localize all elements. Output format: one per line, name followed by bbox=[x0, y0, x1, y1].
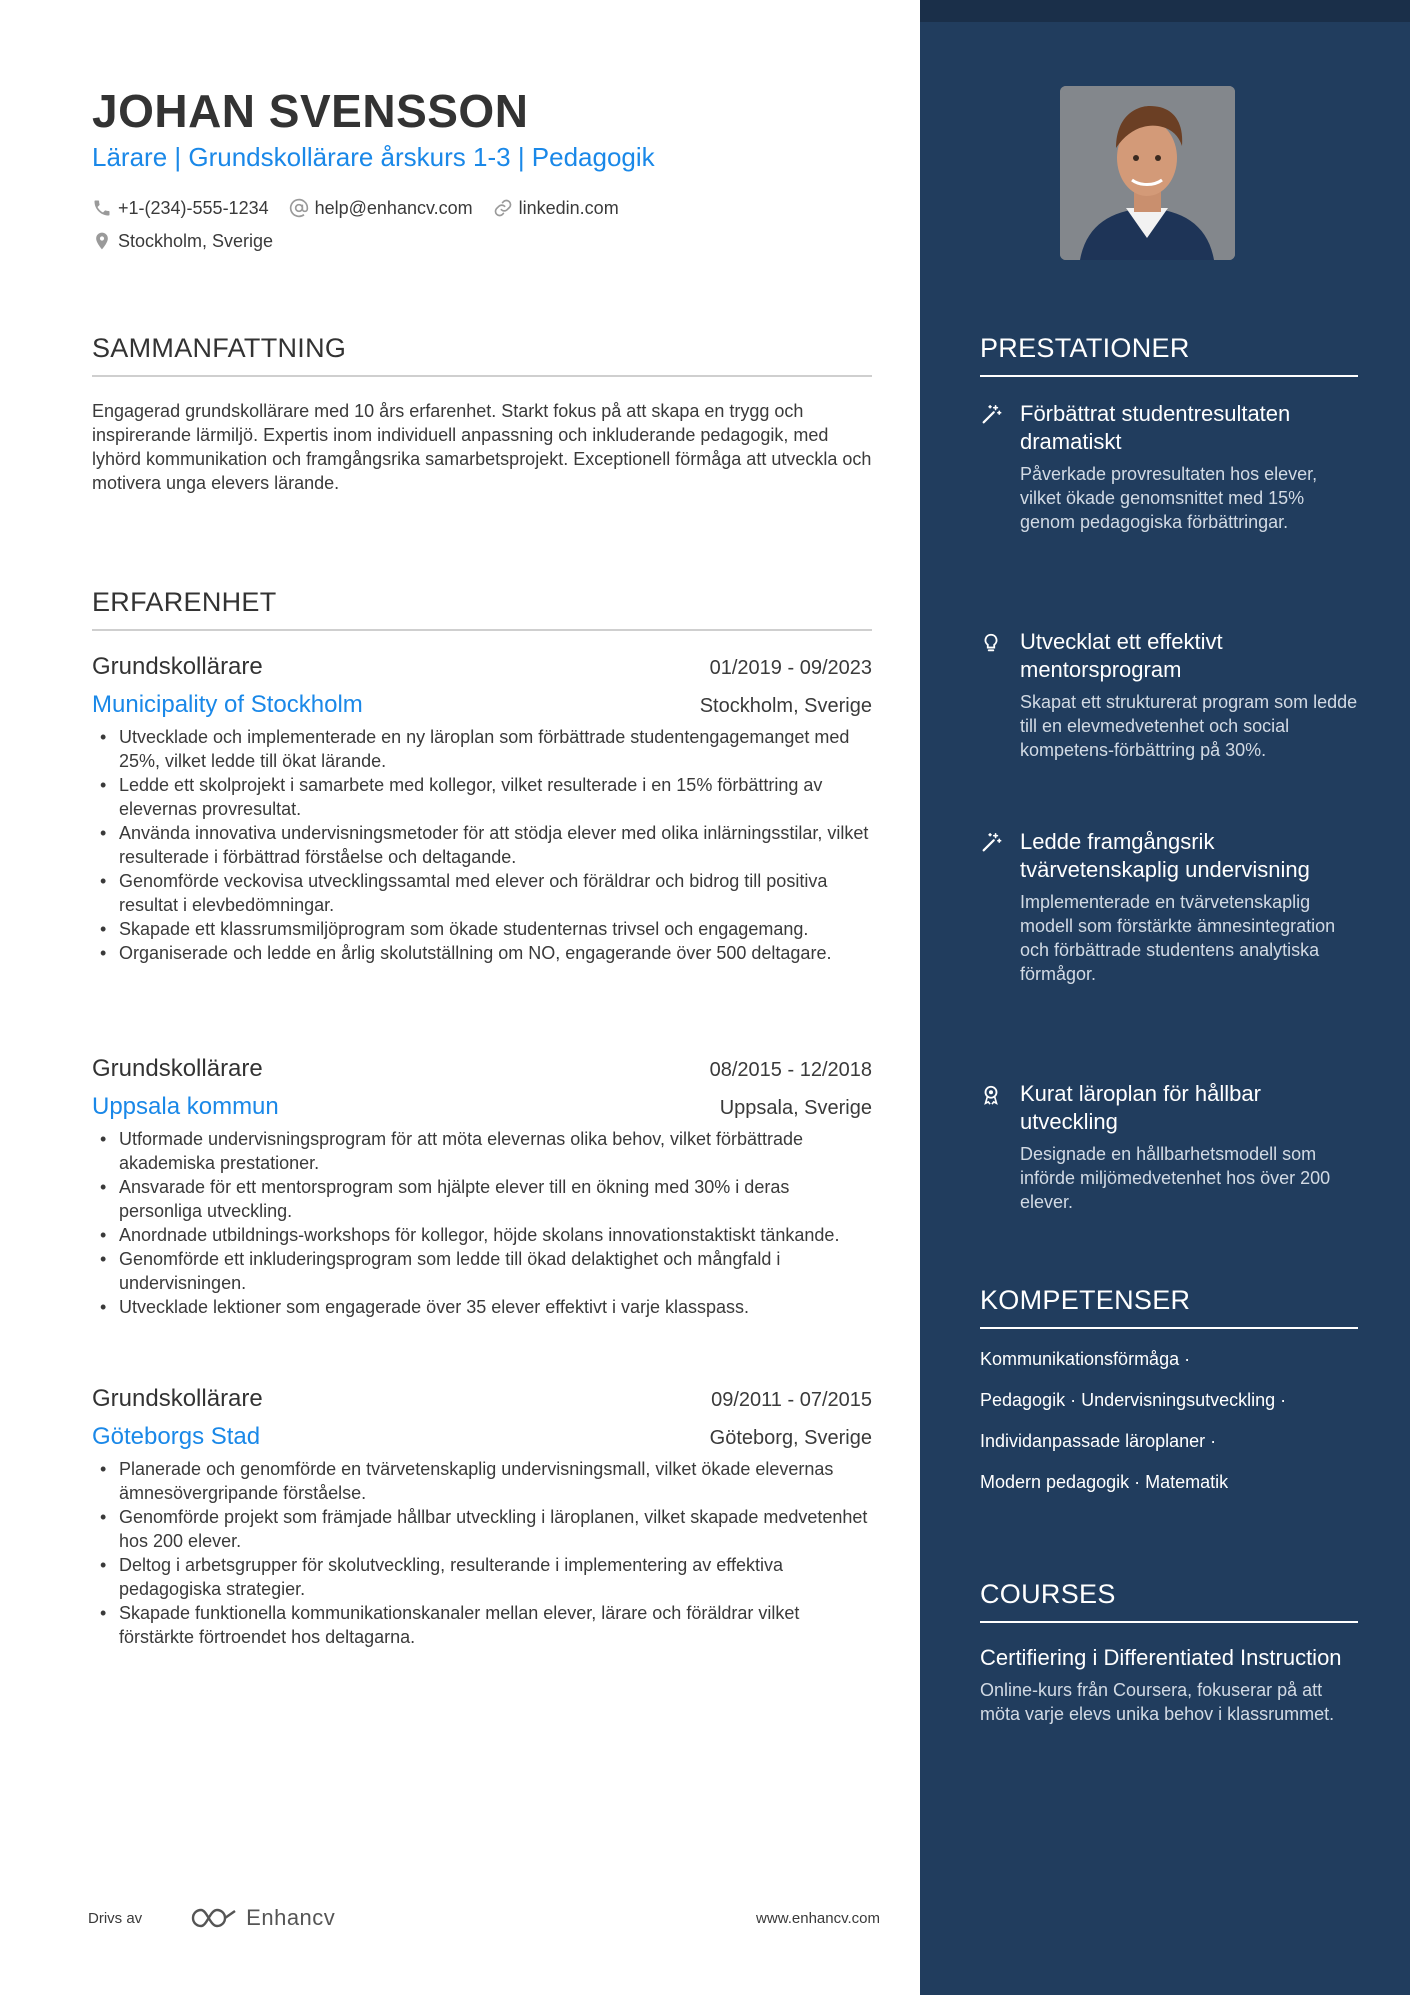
job-location: Göteborg, Sverige bbox=[709, 1427, 872, 1449]
achievement-desc: Designade en hållbarhetsmodell som införde miljömedvetenhet hos över 200 elever. bbox=[1020, 1144, 1331, 1212]
location-text: Stockholm, Sverige bbox=[118, 230, 274, 251]
job-bullet: • Skapade funktionella kommunikationskanaler mellan elever, lärare och föräldrar vilket förstärkte förtroendet hos deltagarna. bbox=[92, 1601, 872, 1649]
job-bullet: • Använda innovativa undervisningsmetoder för att stödja elever med olika inlärningsstilar, vilket resulterade i förbättrad förståelse och deltagande. bbox=[92, 821, 872, 869]
job-bullet: • Ansvarade för ett mentorsprogram som hjälpte elever till en ökning med 30% i deras personliga utveckling. bbox=[92, 1175, 872, 1223]
profile-photo bbox=[1060, 86, 1235, 260]
achievement-desc: Implementerade en tvärvetenskaplig modell som förstärkte ämnesintegration och förbättrade studentens analytiska förmågor. bbox=[1020, 892, 1336, 984]
candidate-name: JOHAN SVENSSON bbox=[92, 85, 529, 137]
lightbulb-icon bbox=[980, 632, 1002, 654]
brand-logo[interactable] bbox=[190, 1905, 335, 1931]
job-entry bbox=[92, 1385, 872, 1649]
job-bullet: • Organiserade och ledde en årlig skolutställning om NO, engagerande över 500 deltagare. bbox=[92, 941, 872, 965]
job-company[interactable]: Uppsala kommun bbox=[92, 1093, 279, 1120]
job-bullet: • Genomförde ett inkluderingsprogram som ledde till ökad delaktighet och mångfald i undervisningen. bbox=[92, 1247, 872, 1295]
job-bullets bbox=[92, 1127, 872, 1319]
job-title: Grundskollärare bbox=[92, 653, 263, 680]
email-text: help@enhancv.com bbox=[314, 197, 473, 218]
job-company[interactable]: Göteborgs Stad bbox=[92, 1423, 261, 1450]
contact-phone[interactable] bbox=[92, 198, 269, 219]
summary-title: SAMMANFATTNING bbox=[92, 333, 872, 377]
job-bullet: • Ledde ett skolprojekt i samarbete med kollegor, vilket resulterade i en 15% förbättring av elevernas provresultat. bbox=[92, 773, 872, 821]
powered-by-text: Drivs av bbox=[88, 1909, 143, 1927]
skill-line: Individanpassade läroplaner · bbox=[980, 1431, 1217, 1451]
magic-wand-icon bbox=[980, 832, 1002, 854]
summary-section bbox=[92, 333, 872, 495]
linkedin-text: linkedin.com bbox=[518, 197, 619, 218]
courses-title: COURSES bbox=[980, 1579, 1358, 1623]
achievement-title: Förbättrat studentresultaten dramatiskt bbox=[1020, 401, 1291, 454]
job-location: Uppsala, Sverige bbox=[719, 1097, 872, 1119]
job-company[interactable]: Municipality of Stockholm bbox=[92, 691, 363, 718]
job-bullet: • Utformade undervisningsprogram för att möta elevernas olika behov, vilket förbättrade akademiska prestationer. bbox=[92, 1127, 872, 1175]
skills-title: KOMPETENSER bbox=[980, 1285, 1358, 1329]
course-desc: Online-kurs från Coursera, fokuserar på att möta varje elevs unika behov i klassrummet. bbox=[980, 1680, 1335, 1724]
job-title: Grundskollärare bbox=[92, 1055, 263, 1082]
footer bbox=[88, 1898, 880, 1938]
achievements-title: PRESTATIONER bbox=[980, 333, 1358, 377]
achievement-desc: Påverkade provresultaten hos elever, vilket ökade genomsnittet med 15% genom pedagogiska förbättringar. bbox=[1020, 464, 1318, 532]
course-title: Certifiering i Differentiated Instruction bbox=[980, 1645, 1342, 1670]
job-dates: 09/2011 - 07/2015 bbox=[711, 1389, 872, 1411]
brand-name: Enhancv bbox=[246, 1905, 336, 1930]
link-icon bbox=[493, 198, 513, 218]
contact-location bbox=[92, 231, 273, 252]
enhancv-logo-icon bbox=[190, 1905, 238, 1931]
achievements-section bbox=[980, 333, 1358, 377]
job-entry bbox=[92, 653, 872, 965]
contact-info bbox=[92, 196, 892, 262]
skill-line: Pedagogik · Undervisningsutveckling · bbox=[980, 1390, 1287, 1410]
job-bullets bbox=[92, 1457, 872, 1649]
job-dates: 08/2015 - 12/2018 bbox=[709, 1059, 872, 1081]
job-bullet: • Genomförde projekt som främjade hållbar utveckling i läroplanen, vilket skapade medvetenhet hos 200 elever. bbox=[92, 1505, 872, 1553]
location-pin-icon bbox=[92, 231, 112, 251]
job-title: Grundskollärare bbox=[92, 1385, 263, 1412]
job-bullets bbox=[92, 725, 872, 965]
achievement-desc: Skapat ett strukturerat program som ledde till en elevmedvetenhet och social kompetens-förbättring på 30%. bbox=[1020, 692, 1358, 760]
job-location: Stockholm, Sverige bbox=[699, 695, 872, 717]
phone-text: +1-(234)-555-1234 bbox=[118, 197, 269, 218]
skill-line: Modern pedagogik · Matematik bbox=[980, 1472, 1229, 1492]
job-bullet: • Deltog i arbetsgrupper för skolutveckling, resulterande i implementering av effektiva pedagogiska strategier. bbox=[92, 1553, 872, 1601]
at-icon bbox=[289, 198, 309, 218]
experience-title: ERFARENHET bbox=[92, 587, 872, 631]
sidebar-top-bar bbox=[920, 0, 1410, 22]
website-link[interactable]: www.enhancv.com bbox=[756, 1909, 880, 1927]
job-bullet: • Skapade ett klassrumsmiljöprogram som ökade studenternas trivsel och engagemang. bbox=[92, 917, 872, 941]
experience-section bbox=[92, 587, 872, 631]
achievement-item bbox=[980, 628, 1358, 762]
achievement-title: Ledde framgångsrik tvärvetenskaplig undervisning bbox=[1020, 829, 1310, 882]
summary-text: Engagerad grundskollärare med 10 års erfarenhet. Starkt fokus på att skapa en trygg och inspirerande lärmiljö. Expertis inom individuell anpassning och inkluderande pedagogik, med lyhörd kommunikation och framgångsrika samarbetsprojekt. Exceptionell förmåga att utveckla och motivera unga elevers lärande. bbox=[92, 401, 872, 493]
contact-linkedin[interactable] bbox=[493, 198, 619, 219]
phone-icon bbox=[92, 198, 112, 218]
courses-section bbox=[980, 1579, 1358, 1726]
skill-line: Kommunikationsförmåga · bbox=[980, 1349, 1191, 1369]
magic-wand-icon bbox=[980, 404, 1002, 426]
job-entry bbox=[92, 1055, 872, 1319]
job-bullet: • Utvecklade lektioner som engagerade över 35 elever effektivt i varje klasspass. bbox=[92, 1295, 872, 1319]
skills-list bbox=[980, 1347, 1358, 1511]
job-bullet: • Genomförde veckovisa utvecklingssamtal med elever och föräldrar och bidrog till positiva resultat i elevbedömningar. bbox=[92, 869, 872, 917]
contact-email[interactable] bbox=[289, 198, 473, 219]
candidate-headline: Lärare | Grundskollärare årskurs 1-3 | Pedagogik bbox=[92, 142, 655, 172]
sidebar bbox=[920, 0, 1410, 1995]
award-ribbon-icon bbox=[980, 1084, 1002, 1106]
job-bullet: • Planerade och genomförde en tvärvetenskaplig undervisningsmall, vilket ökade elevernas ämnesövergripande förståelse. bbox=[92, 1457, 872, 1505]
job-bullet: • Utvecklade och implementerade en ny läroplan som förbättrade studentengagemanget med 25%, vilket ledde till ökat lärande. bbox=[92, 725, 872, 773]
achievement-item bbox=[980, 400, 1358, 534]
achievement-item bbox=[980, 1080, 1358, 1214]
achievement-title: Utvecklat ett effektivt mentorsprogram bbox=[1020, 629, 1223, 682]
achievement-title: Kurat läroplan för hållbar utveckling bbox=[1020, 1081, 1261, 1134]
achievement-item bbox=[980, 828, 1358, 986]
job-bullet: • Anordnade utbildnings-workshops för kollegor, höjde skolans innovationstaktiskt tänkande. bbox=[92, 1223, 872, 1247]
skills-section bbox=[980, 1285, 1358, 1511]
job-dates: 01/2019 - 09/2023 bbox=[709, 657, 872, 679]
